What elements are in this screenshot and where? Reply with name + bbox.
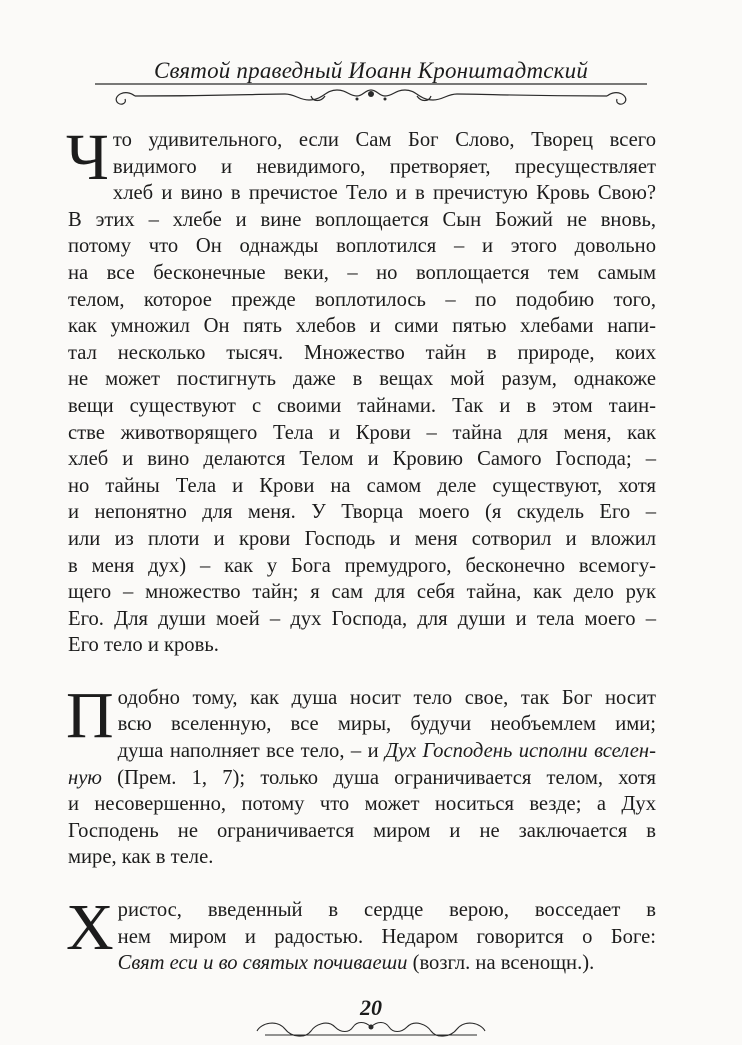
text-line: хлеб и вино делаются Телом и Кровию Самого Господа; –: [68, 448, 656, 471]
text-line: нем миром и радостью. Недаром говорится о Боге:: [117, 925, 656, 948]
text-line: В этих – хлебе и вине воплощается Сын Божий не вновь,: [68, 208, 656, 231]
running-title: Святой праведный Иоанн Кронштадтский: [153, 58, 589, 83]
text-line: тал несколько тысяч. Множество тайн в природе, коих: [68, 341, 656, 364]
text-line: телом, которое прежде воплотилось – по подобию того,: [68, 288, 656, 311]
text-line: стве животворящего Тела и Крови – тайна для меня, как: [68, 421, 656, 444]
scripture-quote: ную: [68, 766, 102, 789]
scripture-quote: Дух Господень исполни вселен-: [385, 740, 656, 763]
text-run: душа наполняет все тело, – и: [117, 740, 385, 763]
footer-ornament: [255, 1017, 487, 1039]
drop-cap: П: [66, 678, 114, 752]
text-line: и несовершенно, потому что может носиться везде; а Дух: [68, 793, 656, 816]
text-line: Его тело и кровь.: [68, 634, 219, 657]
text-line: одобно тому, как душа носит тело свое, так Бог носит: [117, 686, 656, 709]
text-run: (возгл. на всенощн.).: [407, 952, 595, 975]
text-line: но тайны Тела и Крови на самом деле существуют, хотя: [68, 474, 656, 497]
text-line: то удивительного, если Сам Бог Слово, Творец всего: [112, 129, 656, 151]
text-line: потому что Он однажды воплотился – и этого довольно: [68, 235, 656, 258]
text-line: в меня дух) – как у Бога премудрого, бесконечно всемогу-: [68, 554, 656, 577]
paragraph-3: [66, 891, 656, 977]
text-line: как умножил Он пять хлебов и сими пятью хлебами напи-: [68, 315, 656, 338]
text-line: [68, 765, 656, 792]
paragraph-2: [66, 678, 656, 871]
text-line: хлеб и вино в пречистое Тело и в пречистую Кровь Свою?: [112, 182, 656, 205]
text-run: (Прем. 1, 7); только душа ограничивается телом, хотя: [101, 766, 656, 789]
drop-cap: Ч: [66, 121, 109, 194]
text-line: на все бесконечные веки, – но воплощается тем самым: [68, 261, 656, 284]
text-line: [68, 738, 656, 765]
text-line: [68, 950, 656, 977]
scripture-quote: Свят еси и во святых почиваеши: [117, 952, 408, 975]
page-number: 20: [360, 995, 382, 1020]
text-line: или из плоти и крови Господь и меня сотворил и вложил: [68, 527, 656, 550]
text-line: и непонятно для меня. У Творца моего (я скудель Его –: [68, 501, 656, 524]
text-line: щего – множество тайн; я сам для себя тайна, как дело рук: [68, 581, 656, 604]
paragraph-1: [66, 121, 656, 659]
text-line: не может постигнуть даже в вещах мой разум, однакоже: [68, 368, 656, 391]
text-line: Господень не ограничивается миром и не заключается в: [68, 819, 656, 842]
drop-cap: Х: [66, 891, 114, 965]
main-text: [66, 121, 656, 977]
text-line: вещи существуют с своими тайнами. Так и в этом таин-: [68, 394, 656, 417]
text-line: всю вселенную, все миры, будучи необъемлем ими;: [117, 713, 656, 736]
text-line: мире, как в теле.: [68, 846, 214, 869]
text-line: ристос, введенный в сердце верою, восседает в: [117, 899, 656, 922]
header-ornament: [95, 82, 647, 108]
text-line: Его. Для души моей – дух Господа, для души и тела моего –: [68, 607, 656, 630]
text-line: видимого и невидимого, претворяет, пресуществляет: [112, 155, 656, 178]
